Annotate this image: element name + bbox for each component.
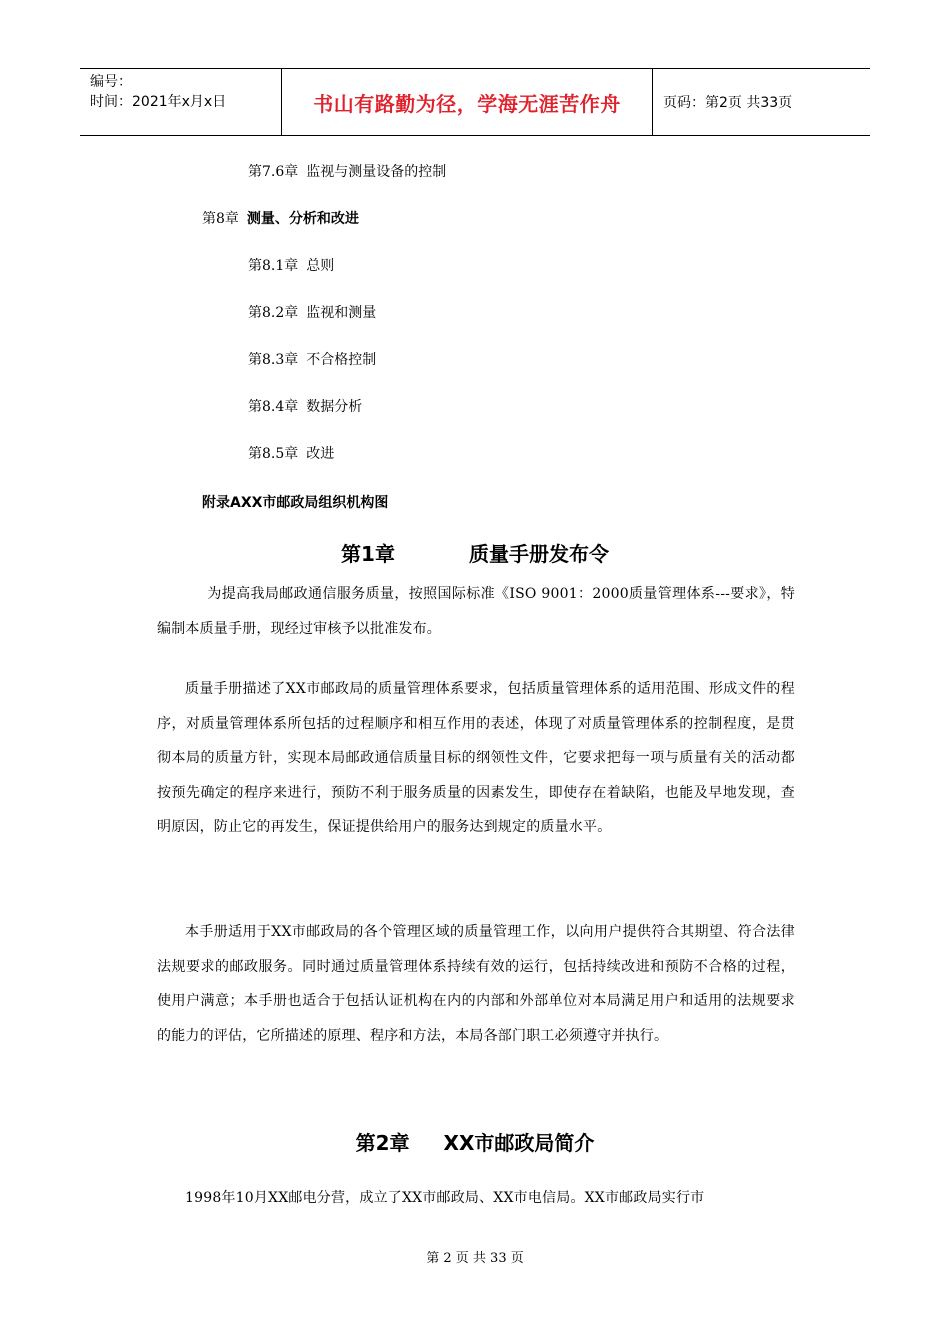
chapter-title: XX市邮政局简介	[443, 1131, 595, 1155]
toc-item[interactable]	[248, 303, 376, 323]
toc-item-title: 测量、分析和改进	[246, 211, 359, 227]
header-page-info: 页码：第2页 共33页	[663, 95, 793, 111]
toc-item[interactable]	[248, 162, 446, 182]
toc-item-number: 第8.5章	[248, 446, 299, 462]
toc-item-title: 不合格控制	[306, 352, 377, 368]
toc-item-number: 第8.2章	[248, 305, 299, 321]
serial-label: 编号：	[90, 74, 132, 90]
toc-item[interactable]	[202, 209, 359, 229]
paragraph	[157, 915, 795, 1053]
toc-item-number: 第8.1章	[248, 258, 299, 274]
paragraph-text: 为提高我局邮政通信服务质量，按照国际标准《ISO 9001：2000质量管理体系---要求》，特编制本质量手册，现经过审核予以批准发布。	[157, 586, 795, 637]
toc-item-number: 第8.4章	[248, 399, 299, 415]
toc-item[interactable]	[248, 444, 334, 464]
header-motto: 书山有路勤为径，学海无涯苦作舟	[313, 91, 621, 116]
toc-item[interactable]	[248, 350, 376, 370]
chapter-number: 第2章	[355, 1131, 410, 1155]
toc-item-title: 监视和测量	[306, 305, 377, 321]
header-motto-cell	[281, 69, 653, 135]
chapter-2-heading	[0, 1127, 950, 1156]
toc-item-number: 第8章	[202, 211, 239, 227]
toc-item[interactable]	[248, 397, 362, 417]
toc-item-title: 总则	[306, 258, 335, 274]
toc-item-number: 第8.3章	[248, 352, 299, 368]
chapter-1-heading	[0, 538, 950, 567]
toc-item[interactable]	[248, 256, 334, 276]
chapter-title: 质量手册发布令	[468, 542, 609, 566]
header-meta	[80, 69, 281, 135]
page-header	[80, 68, 870, 136]
paragraph-text: 本手册适用于XX市邮政局的各个管理区域的质量管理工作，以向用户提供符合其期望、符合法律法规要求的邮政服务。同时通过质量管理体系持续有效的运行，包括持续改进和预防不合格的过程，使用户满意；本手册也适合于包括认证机构在内的内部和外部单位对本局满足用户和适用的法规要求的能力的评估，它所描述的原理、程序和方法，本局各部门职工必须遵守并执行。	[157, 924, 795, 1044]
page-footer: 第 2 页 共 33 页	[426, 1251, 524, 1266]
toc-item-title: 改进	[306, 446, 335, 462]
toc-item-title: 数据分析	[306, 399, 363, 415]
paragraph	[157, 672, 795, 845]
paragraph	[157, 1181, 795, 1216]
chapter-number: 第1章	[341, 542, 395, 566]
time-label: 时间：2021年x月x日	[90, 94, 227, 110]
toc-item-number: 第7.6章	[248, 164, 299, 180]
paragraph-text: 1998年10月XX邮电分营，成立了XX市邮政局、XX市电信局。XX市邮政局实行市	[185, 1190, 705, 1206]
toc-appendix[interactable]: 附录AXX市邮政局组织机构图	[202, 495, 389, 511]
paragraph	[157, 577, 795, 646]
toc-item-title: 监视与测量设备的控制	[306, 164, 447, 180]
paragraph-text: 质量手册描述了XX市邮政局的质量管理体系要求，包括质量管理体系的适用范围、形成文件的程序，对质量管理体系所包括的过程顺序和相互作用的表述，体现了对质量管理体系的控制程度，是贯彻本局的质量方针，实现本局邮政通信质量目标的纲领性文件，它要求把每一项与质量有关的活动都按预先确定的程序来进行，预防不利于服务质量的因素发生，即使存在着缺陷，也能及早地发现，查明原因，防止它的再发生，保证提供给用户的服务达到规定的质量水平。	[157, 681, 795, 835]
